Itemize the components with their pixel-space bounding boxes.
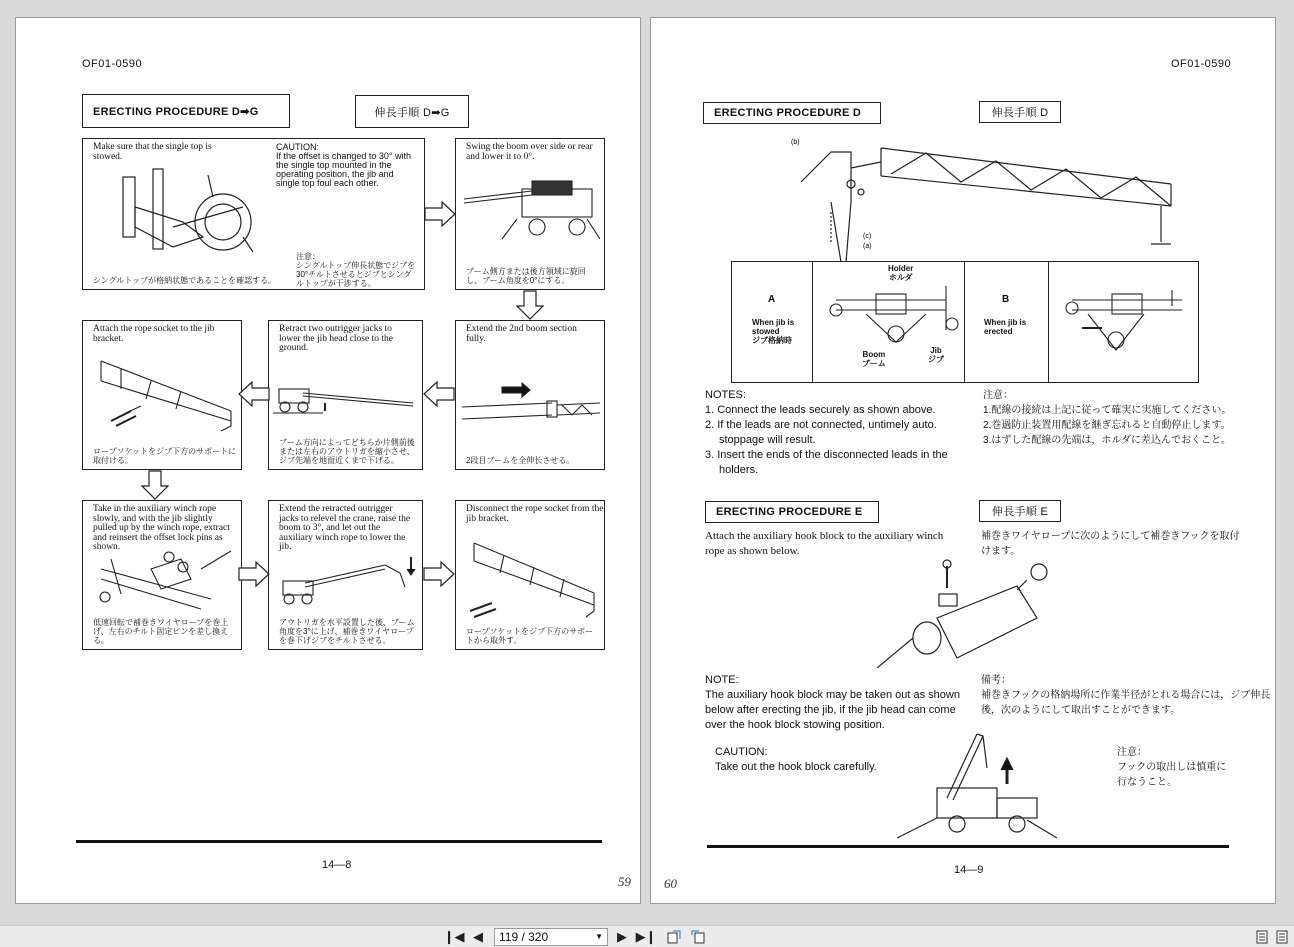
flow-arrow-down-icon xyxy=(516,290,544,320)
section-d-title-en: ERECTING PROCEDURE D xyxy=(703,102,881,124)
holder-label: Holder ホルダ xyxy=(888,264,914,282)
notes-jp xyxy=(983,388,1269,448)
flow-arrow-right-icon xyxy=(424,200,456,228)
step-8-text: Disconnect the rope socket from the jib bracket. xyxy=(466,504,604,524)
erected-connection-illustration xyxy=(1052,280,1196,360)
step-6-text: Take in the auxiliary winch rope slowly, and with the jib slightly pulled up by the winch rope, extract and reinsert the offset lock pins as shown. xyxy=(93,504,230,552)
notes-heading: NOTES: xyxy=(705,389,746,401)
note-3-jp: 3.はずした配線の先端は，ホルダに差込んでおくこと。 xyxy=(983,435,1231,446)
boom-label: Boom ブーム xyxy=(862,350,886,368)
step-3-box xyxy=(455,320,605,470)
footer-rule xyxy=(707,845,1229,848)
step-5-text-jp: ロープソケットをジブ下方のサポートに取付ける。 xyxy=(93,447,237,465)
flow-arrow-down-icon xyxy=(141,470,169,500)
chevron-down-icon: ▼ xyxy=(595,932,603,941)
step-2-text: Swing the boom over side or rear and lower it to 0°. xyxy=(466,142,593,162)
note-2: 2. If the leads are not connected, untimely auto. stoppage will result. xyxy=(705,419,937,446)
step-1-text-jp: シングルトップが格納状態であることを確認する。 xyxy=(93,276,277,285)
next-page-icon[interactable]: ▶ xyxy=(617,929,627,944)
page-select[interactable] xyxy=(494,928,608,946)
step-3-text-jp: 2段目ブームを全伸长させる。 xyxy=(466,456,575,465)
callout-a: (a) xyxy=(863,243,872,250)
rope-socket-attach-illustration xyxy=(91,351,239,441)
step-7-text: Extend the retracted outrigger jacks to relevel the crane, raise the boom to 3°, and let out the auxiliary winch rope to lower the jib. xyxy=(279,504,411,552)
callout-c: (c) xyxy=(863,233,872,240)
notes-heading-jp: 注意： xyxy=(983,390,1013,401)
step-4-box xyxy=(268,320,423,470)
panel-b-caption: When jib is erected xyxy=(984,318,1027,336)
step-6-box xyxy=(82,500,242,650)
first-page-icon[interactable]: ❙◀ xyxy=(443,929,465,944)
step-2-text-jp: ブーム側方または後方領域に旋回し、ブーム角度を0°にする。 xyxy=(466,267,586,285)
note-3: 3. Insert the ends of the disconnected leads in the holders. xyxy=(705,449,948,476)
page-number: 14—9 xyxy=(954,864,984,876)
section-d-title-jp: 伸長手順 D xyxy=(979,101,1061,123)
left-document-page xyxy=(15,17,641,904)
step-7-text-jp: アウトリガを水平設置した後、ブーム角度を3°に上げ、補巻きワイヤロープを巻下げジブをチルトさせる。 xyxy=(279,618,415,645)
note-jp: 備考： 補巻きフックの格納場所に作業半径がとれる場合には，ジブ伸長後，次のようにして取出すことができます。 xyxy=(981,675,1271,716)
section-e-text: Attach the auxiliary hook block to the auxiliary winch rope as shown below. xyxy=(705,530,944,557)
note-2-jp: 2.巻過防止装置用配線を継ぎ忘れると自動停止します。 xyxy=(983,420,1231,431)
handwritten-page-mark: 60 xyxy=(664,876,677,891)
offset-lock-pin-illustration xyxy=(91,549,239,615)
connection-detail-panel xyxy=(731,261,1199,383)
step-4-text-jp: ブーム方向によってどちらか片側前後または左右のアウトリガを縮小させ、ジブ先端を地面近くまで下げる。 xyxy=(279,438,415,465)
handwritten-page-mark: 59 xyxy=(618,874,631,889)
flow-arrow-left-icon xyxy=(423,380,455,408)
step-3-text: Extend the 2nd boom section fully. xyxy=(466,324,577,344)
step-8-box xyxy=(455,500,605,650)
step-6-text-jp: 低速回転で補巻きワイヤロープを巻上げ、左右のチルト固定ピンを差し換える。 xyxy=(93,618,229,645)
boom-extend-illustration xyxy=(462,379,600,429)
step-7-box xyxy=(268,500,423,650)
go-forward-view-icon[interactable] xyxy=(690,929,706,945)
panel-b-label: B xyxy=(1002,294,1010,305)
jib-label: Jib ジブ xyxy=(928,346,944,364)
single-page-view-icon[interactable] xyxy=(1254,929,1270,945)
flow-arrow-right-icon xyxy=(238,560,270,588)
crane-hook-removal-illustration xyxy=(897,728,1057,840)
previous-page-icon[interactable]: ◀ xyxy=(473,929,483,944)
last-page-icon[interactable]: ▶❙ xyxy=(635,929,657,944)
crane-swing-illustration xyxy=(462,179,600,249)
step-5-box xyxy=(82,320,242,470)
relevel-crane-illustration xyxy=(275,557,419,609)
panel-a-label: A xyxy=(768,294,776,305)
flow-arrow-right-icon xyxy=(423,560,455,588)
document-code: OF01-0590 xyxy=(1171,58,1232,70)
hook-block-illustration xyxy=(877,558,1067,668)
single-top-illustration xyxy=(113,167,263,263)
notes-en xyxy=(705,388,973,478)
step-2-box xyxy=(455,138,605,290)
stowed-connection-illustration xyxy=(816,280,960,350)
right-document-page xyxy=(650,17,1276,904)
footer-rule xyxy=(76,840,602,843)
callout-b: (b) xyxy=(791,139,800,146)
flow-arrow-left-icon xyxy=(238,380,270,408)
section-e-title-en: ERECTING PROCEDURE E xyxy=(705,501,879,523)
section-e-text-jp: 補巻きワイヤロープに次のようにして補巻きフックを取付けます。 xyxy=(981,531,1240,557)
section-title-jp: 伸長手順 D➡G xyxy=(355,95,469,128)
outrigger-retract-illustration xyxy=(273,379,419,419)
caution-jp: 注意： フックの取出しは慎重に行なうこと。 xyxy=(1117,747,1227,788)
step-8-text-jp: ロープソケットをジブ下方のサポートから取外す。 xyxy=(466,627,594,645)
section-title-en: ERECTING PROCEDURE D➡G xyxy=(82,94,290,128)
page-indicator: 119 / 320 xyxy=(499,930,549,944)
jib-lattice-illustration xyxy=(791,132,1191,262)
go-back-view-icon[interactable] xyxy=(666,929,682,945)
step-1-caution-jp: 注意： シングルトップ伸長状態でジブを30°チルトさせるとジブとシングルトップが干渉する。 xyxy=(296,252,416,288)
step-1-caution: CAUTION: If the offset is changed to 30° with the single top mounted in the operating position, the jib and single top foul each other. xyxy=(276,142,412,188)
note-1-jp: 1.配線の接続は上記に従って確実に実施してください。 xyxy=(983,405,1232,416)
step-1-box xyxy=(82,138,425,290)
panel-a-caption: When jib is stowed ジブ格納時 xyxy=(752,318,795,345)
step-5-text: Attach the rope socket to the jib bracket. xyxy=(93,324,215,344)
note-1: 1. Connect the leads securely as shown above. xyxy=(705,404,936,416)
note-en: NOTE: The auxiliary hook block may be taken out as shown below after erecting the jib, if the jib head can come over the hook block stowing position. xyxy=(705,674,960,731)
page-number: 14—8 xyxy=(322,859,352,871)
step-1-text: Make sure that the single top is stowed. xyxy=(93,142,212,162)
section-e-title-jp: 伸長手順 E xyxy=(979,500,1061,522)
caution-en: CAUTION: Take out the hook block carefully. xyxy=(715,746,877,773)
rope-socket-disconnect-illustration xyxy=(464,533,602,621)
viewer-toolbar xyxy=(0,925,1294,947)
step-4-text: Retract two outrigger jacks to lower the jib head close to the ground. xyxy=(279,324,393,353)
document-code: OF01-0590 xyxy=(82,58,143,70)
two-page-view-icon[interactable] xyxy=(1274,929,1290,945)
